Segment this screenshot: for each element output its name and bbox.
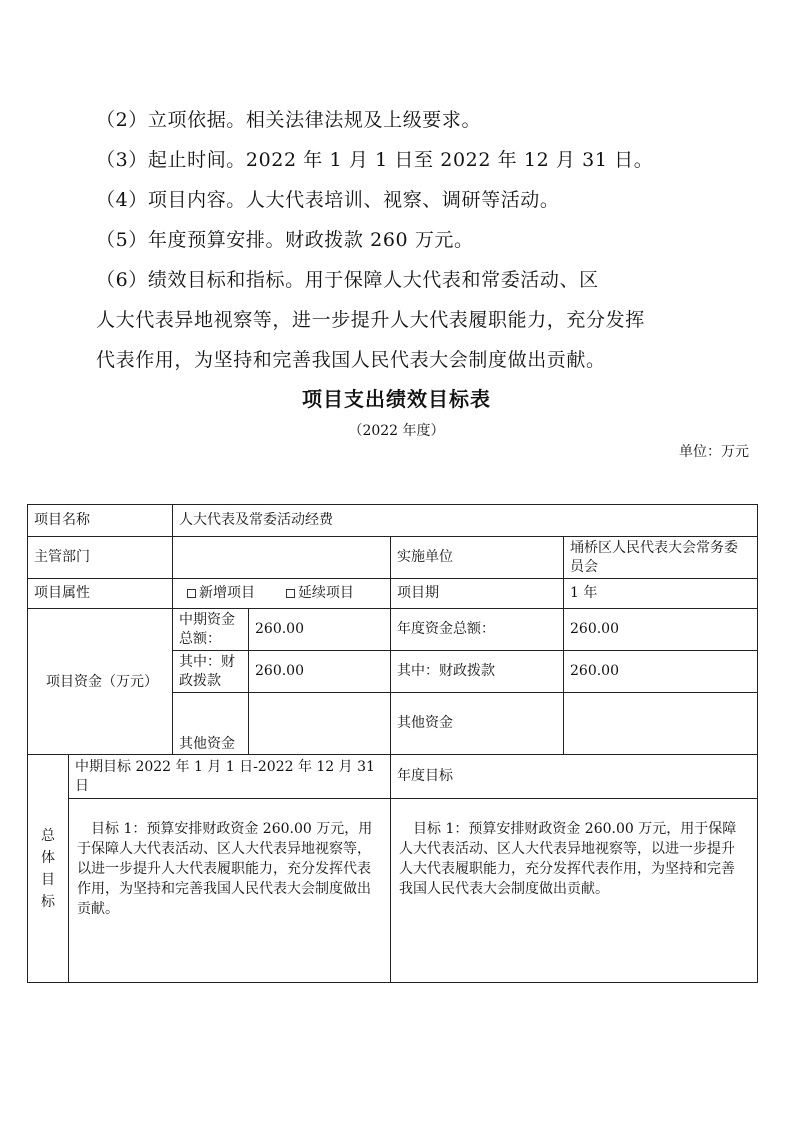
mid-other-value <box>249 693 391 755</box>
attr-continue-label: 延续项目 <box>297 585 354 601</box>
mid-fiscal-value: 260.00 <box>249 651 391 693</box>
row-department <box>28 537 758 579</box>
annual-target-text: 目标 1：预算安排财政资金 260.00 万元，用于保障人大代表活动、区人大代表异地视察等，以进一步提升人大代表履职能力，充分发挥代表作用，为坚持和完善我国人民代表大会制度做出贡献。 <box>391 799 758 983</box>
paragraph-targets-line3: 代表作用，为坚持和完善我国人民代表大会制度做出贡献。 <box>96 349 606 371</box>
attr-label: 项目属性 <box>28 579 173 609</box>
annual-total-label: 年度资金总额： <box>391 609 564 651</box>
table-year: （2022 年度） <box>348 423 445 439</box>
paragraph-period: （3）起止时间。2022 年 1 月 1 日至 2022 年 12 月 31 日。 <box>96 149 654 171</box>
performance-target-table <box>27 504 758 983</box>
paragraph-basis: （2）立项依据。相关法律法规及上级要求。 <box>96 109 482 131</box>
project-name-label: 项目名称 <box>28 505 173 537</box>
table-title: 项目支出绩效目标表 <box>302 387 491 411</box>
mid-target-text: 目标 1：预算安排财政资金 260.00 万元，用于保障人大代表活动、区人大代表异地视察等，以进一步提升人大代表履职能力，充分发挥代表作用，为坚持和完善我国人民代表大会制度做出贡献。 <box>69 799 391 983</box>
row-target-headers <box>28 755 758 799</box>
impl-value: 埇桥区人民代表大会常务委员会 <box>564 537 758 579</box>
unit-label: 单位：万元 <box>679 444 749 460</box>
annual-other-label: 其他资金 <box>391 693 564 755</box>
paragraph-targets-line2: 人大代表异地视察等，进一步提升人大代表履职能力，充分发挥 <box>96 309 645 331</box>
attr-options <box>173 579 391 609</box>
row-funds-total <box>28 609 758 651</box>
row-attribute <box>28 579 758 609</box>
row-target-content <box>28 799 758 983</box>
mid-target-header: 中期目标 2022 年 1 月 1 日-2022 年 12 月 31 日 <box>69 755 391 799</box>
dept-label: 主管部门 <box>28 537 173 579</box>
annual-fiscal-label: 其中：财政拨款 <box>391 651 564 693</box>
mid-total-value: 260.00 <box>249 609 391 651</box>
paragraph-content: （4）项目内容。人大代表培训、视察、调研等活动。 <box>96 189 560 211</box>
funds-label: 项目资金（万元） <box>28 609 173 755</box>
impl-label: 实施单位 <box>391 537 564 579</box>
annual-other-value <box>564 693 758 755</box>
row-project-name <box>28 505 758 537</box>
mid-total-label: 中期资金总额： <box>173 609 249 651</box>
dept-value <box>173 537 391 579</box>
period-label: 项目期 <box>391 579 564 609</box>
mid-other-label: 其他资金 <box>173 693 249 755</box>
paragraph-targets-line1: （6）绩效目标和指标。用于保障人大代表和常委活动、区 <box>96 269 599 291</box>
mid-fiscal-label: 其中：财政拨款 <box>173 651 249 693</box>
paragraph-budget: （5）年度预算安排。财政拨款 260 万元。 <box>96 229 474 251</box>
attr-new-label: 新增项目 <box>199 585 255 601</box>
project-name-value: 人大代表及常委活动经费 <box>173 505 758 537</box>
overall-target-text: 总体目标 <box>41 827 55 910</box>
period-value: 1 年 <box>564 579 758 609</box>
checkbox-continue[interactable] <box>286 589 295 598</box>
overall-target-label <box>28 755 69 983</box>
annual-total-value: 260.00 <box>564 609 758 651</box>
annual-fiscal-value: 260.00 <box>564 651 758 693</box>
annual-target-header: 年度目标 <box>391 755 758 799</box>
checkbox-new[interactable] <box>187 589 196 598</box>
